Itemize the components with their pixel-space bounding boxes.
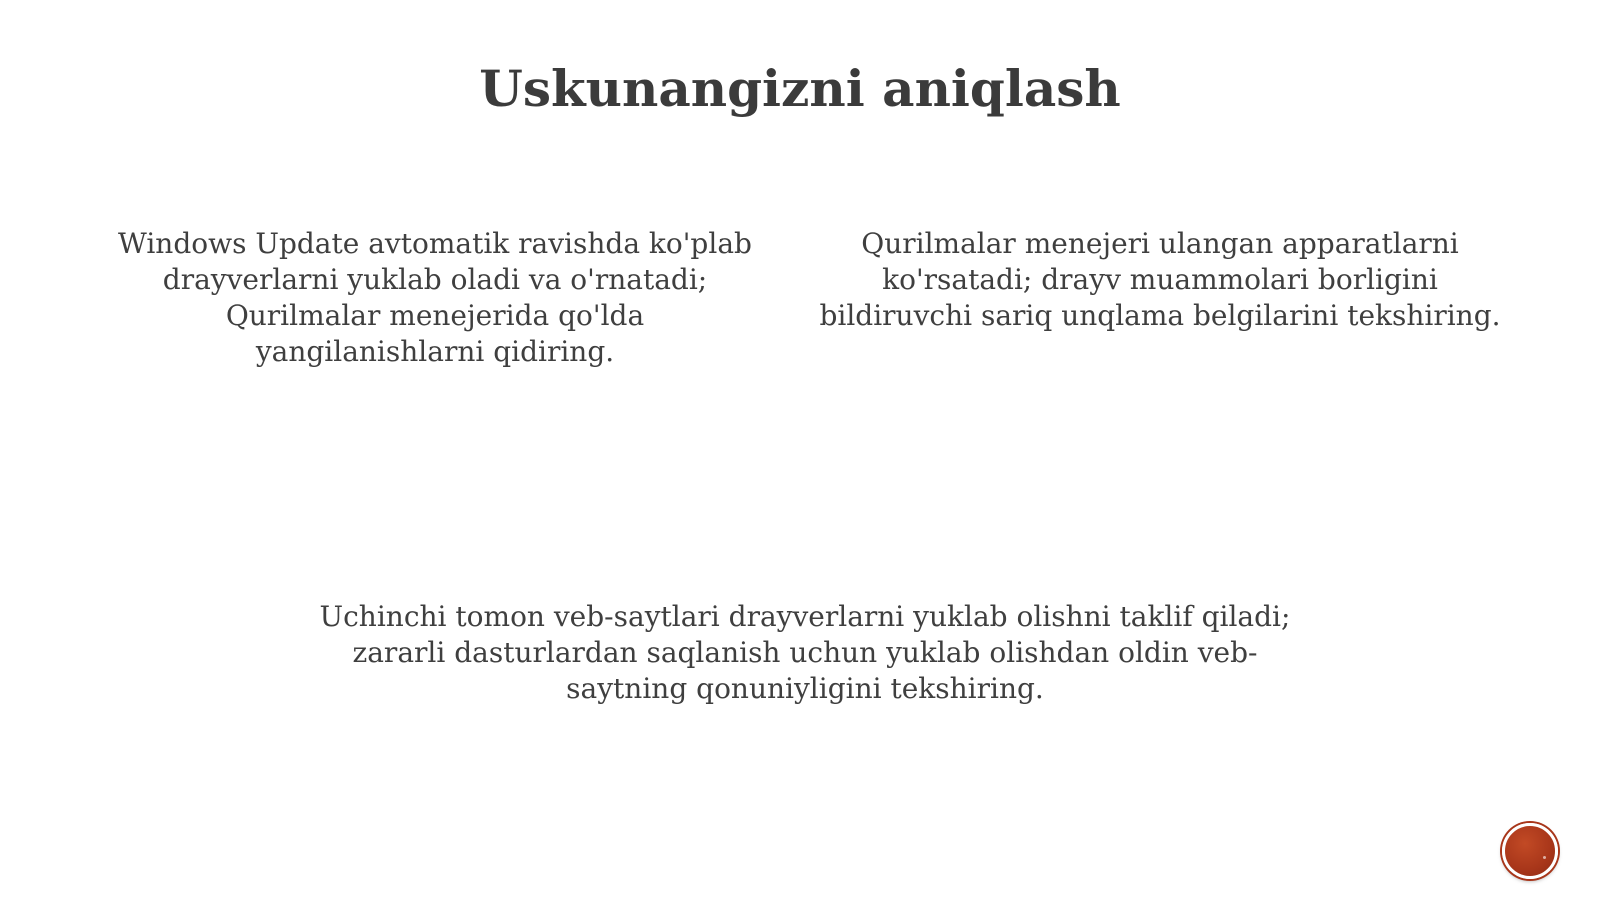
slide-title: Uskunangizni aniqlash (479, 59, 1121, 118)
text-block-bottom: Uchinchi tomon veb-saytlari drayverlarni yuklab olishni taklif qiladi; zararli dasturlardan saqlanish uchun yuklab olishdan oldin veb- saytning qonuniyligini tekshiring. (319, 600, 1291, 705)
next-slide-circle-icon (1543, 856, 1546, 859)
text-block-left: Windows Update avtomatik ravishda ko'plab drayverlarni yuklab oladi va o'rnatadi; Qurilmalar menejerida qo'lda yangilanishlarni qidiring. (118, 227, 752, 368)
next-slide-button[interactable] (1502, 823, 1558, 879)
text-block-right: Qurilmalar menejeri ulangan apparatlarni ko'rsatadi; drayv muammolari borligini bildiruvchi sariq unqlama belgilarini tekshiring. (819, 227, 1501, 332)
